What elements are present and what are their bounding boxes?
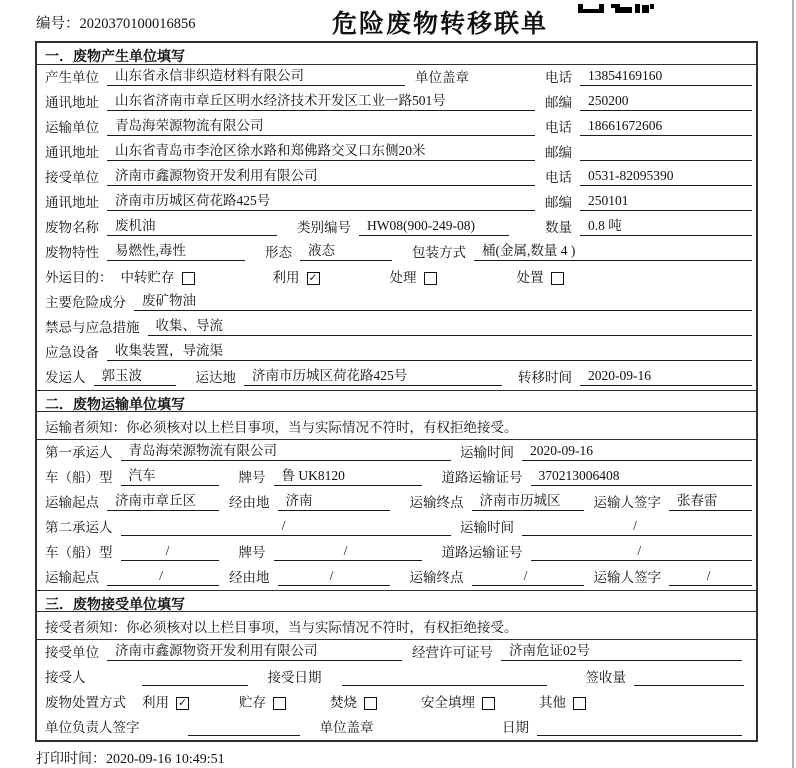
transfer-purpose-label: 外运目的： bbox=[45, 270, 113, 285]
unit-seal-label: 单位盖章 bbox=[415, 70, 469, 85]
transfer-date-value: 2020-09-16 bbox=[580, 368, 752, 386]
option-label: 中转贮存 bbox=[120, 270, 175, 285]
checkbox-icon bbox=[182, 272, 195, 285]
emergency-equipment-label: 应急设备 bbox=[45, 345, 99, 360]
vehicle-type-label: 车（船）型 bbox=[45, 545, 113, 560]
transport-unit-label: 运输单位 bbox=[45, 120, 99, 135]
manifest-form bbox=[35, 41, 758, 742]
disposal-option-store bbox=[239, 695, 286, 711]
accept-date-value bbox=[342, 684, 547, 686]
road-permit-label: 道路运输证号 bbox=[441, 545, 523, 560]
phone-value: 0531-82095390 bbox=[580, 168, 752, 186]
road-permit-label: 道路运输证号 bbox=[441, 470, 523, 485]
address-label: 通讯地址 bbox=[45, 195, 99, 210]
unit-seal-label: 单位盖章 bbox=[319, 720, 374, 735]
accept-person-value bbox=[142, 684, 248, 686]
carrier-signature-value: 张春雷 bbox=[669, 493, 752, 511]
form-state-value: 液态 bbox=[300, 243, 392, 261]
disposal-option-other bbox=[539, 695, 586, 711]
road-permit-value: 370213006408 bbox=[531, 468, 753, 486]
hazard-component-label: 主要危险成分 bbox=[45, 295, 126, 310]
checkbox-icon bbox=[364, 697, 377, 710]
receiver-notice: 接受者须知：你必须核对以上栏目事项，当与实际情况不符时，有权拒绝接受。 bbox=[37, 612, 756, 640]
accept-person-label: 接受人 bbox=[45, 670, 86, 685]
address-value: 济南市历城区荷花路425号 bbox=[107, 193, 535, 211]
license-number-label: 经营许可证号 bbox=[412, 645, 493, 660]
row-vehicle2 bbox=[37, 540, 756, 565]
packaging-label: 包装方式 bbox=[412, 245, 466, 260]
first-carrier-label: 第一承运人 bbox=[45, 445, 113, 460]
receiver-unit-value: 济南市鑫源物资开发利用有限公司 bbox=[107, 168, 535, 186]
checkbox-icon bbox=[482, 697, 495, 710]
accept-unit-value: 济南市鑫源物资开发利用有限公司 bbox=[107, 643, 402, 661]
transport-time-value: / bbox=[522, 518, 752, 536]
purpose-option-dispose bbox=[517, 270, 564, 286]
document-number-value: 2020370100016856 bbox=[79, 16, 196, 32]
zip-value bbox=[580, 159, 752, 161]
origin-label: 运输起点 bbox=[45, 495, 99, 510]
row-route1 bbox=[37, 490, 756, 515]
zip-value: 250101 bbox=[580, 193, 752, 211]
vehicle-type-value: 汽车 bbox=[121, 468, 219, 486]
option-label: 利用 bbox=[142, 695, 169, 710]
origin-value: 济南市章丘区 bbox=[107, 493, 219, 511]
origin-value: / bbox=[107, 568, 219, 586]
checkbox-icon bbox=[573, 697, 586, 710]
disposal-method-label: 废物处置方式 bbox=[45, 695, 126, 710]
purpose-option-utilize bbox=[273, 270, 320, 286]
destination-label: 运达地 bbox=[195, 370, 236, 385]
plate-number-label: 牌号 bbox=[238, 545, 266, 560]
row-first-carrier bbox=[37, 440, 756, 465]
zip-label: 邮编 bbox=[545, 145, 572, 160]
qr-code-fragment-icon bbox=[578, 0, 654, 18]
waste-property-value: 易燃性,毒性 bbox=[107, 243, 245, 261]
page-title: 危险废物转移联单 bbox=[332, 11, 549, 38]
row-route2 bbox=[37, 565, 756, 590]
producer-unit-value: 山东省永信非织造材料有限公司 bbox=[107, 68, 405, 86]
accept-unit-label: 接受单位 bbox=[45, 645, 99, 660]
page-edge-divider bbox=[792, 0, 794, 768]
carrier-signature-label: 运输人签字 bbox=[593, 570, 661, 585]
terminus-value: / bbox=[472, 568, 584, 586]
checkbox-icon bbox=[273, 697, 286, 710]
responsible-signature-value bbox=[188, 734, 300, 736]
disposal-option-utilize bbox=[142, 695, 189, 711]
category-code-label: 类别编号 bbox=[297, 220, 351, 235]
waste-name-value: 废机油 bbox=[107, 218, 277, 236]
first-carrier-value: 青岛海荣源物流有限公司 bbox=[121, 443, 451, 461]
purpose-option-storage bbox=[121, 270, 195, 286]
receiver-unit-label: 接受单位 bbox=[45, 170, 99, 185]
packaging-value: 桶(金属,数量 4 ) bbox=[474, 243, 752, 261]
signed-quantity-value bbox=[634, 684, 744, 686]
hazard-component-value: 废矿物油 bbox=[134, 293, 752, 311]
row-accept-unit bbox=[37, 640, 756, 665]
option-label: 处理 bbox=[389, 270, 417, 285]
origin-label: 运输起点 bbox=[45, 570, 99, 585]
phone-label: 电话 bbox=[545, 120, 572, 135]
emergency-equipment-value: 收集装置，导流渠 bbox=[107, 343, 752, 361]
row-disposal-method bbox=[37, 690, 756, 715]
checkbox-checked-icon: ✓ bbox=[176, 697, 189, 710]
sender-label: 发运人 bbox=[45, 370, 86, 385]
carrier-signature-label: 运输人签字 bbox=[593, 495, 661, 510]
row-sender bbox=[37, 365, 756, 390]
row-hazard-component bbox=[37, 290, 756, 315]
row-vehicle1 bbox=[37, 465, 756, 490]
transport-time-label: 运输时间 bbox=[460, 445, 514, 460]
phone-label: 电话 bbox=[545, 170, 572, 185]
address-label: 通讯地址 bbox=[45, 95, 99, 110]
option-label: 利用 bbox=[272, 270, 300, 285]
row-emergency-equipment bbox=[37, 340, 756, 365]
via-label: 经由地 bbox=[229, 570, 270, 585]
plate-number-label: 牌号 bbox=[238, 470, 266, 485]
transport-time-value: 2020-09-16 bbox=[522, 443, 752, 461]
second-carrier-value: / bbox=[121, 518, 451, 536]
row-transfer-purpose bbox=[37, 265, 756, 290]
section3-title: 三．废物接受单位填写 bbox=[37, 590, 756, 612]
row-waste-property bbox=[37, 240, 756, 265]
checkbox-checked-icon: ✓ bbox=[307, 272, 320, 285]
address-value: 山东省青岛市李沧区徐水路和郑佛路交叉口东侧20米 bbox=[107, 143, 535, 161]
row-receiver-unit bbox=[37, 165, 756, 190]
taboo-measures-value: 收集、导流 bbox=[148, 318, 753, 336]
zip-value: 250200 bbox=[580, 93, 752, 111]
print-time-label: 打印时间： bbox=[36, 752, 106, 767]
phone-value: 13854169160 bbox=[580, 68, 752, 86]
row-transport-address bbox=[37, 140, 756, 165]
row-responsible-signature bbox=[37, 715, 756, 740]
via-label: 经由地 bbox=[229, 495, 270, 510]
via-value: 济南 bbox=[278, 493, 390, 511]
print-time-value: 2020-09-16 10:49:51 bbox=[106, 752, 225, 767]
waste-property-label: 废物特性 bbox=[45, 245, 99, 260]
purpose-option-treat bbox=[390, 270, 437, 286]
waste-name-label: 废物名称 bbox=[45, 220, 99, 235]
document-number bbox=[36, 12, 196, 33]
option-label: 焚烧 bbox=[330, 695, 357, 710]
address-value: 山东省济南市章丘区明水经济技术开发区工业一路501号 bbox=[107, 93, 535, 111]
section1-title: 一．废物产生单位填写 bbox=[37, 43, 756, 65]
row-second-carrier bbox=[37, 515, 756, 540]
disposal-option-landfill bbox=[421, 695, 495, 711]
producer-unit-label: 产生单位 bbox=[45, 70, 99, 85]
zip-label: 邮编 bbox=[545, 95, 572, 110]
option-label: 贮存 bbox=[239, 695, 266, 710]
plate-number-value: / bbox=[274, 543, 422, 561]
date-value bbox=[537, 734, 742, 736]
disposal-option-incinerate bbox=[330, 695, 377, 711]
transporter-notice: 运输者须知：你必须核对以上栏目事项，当与实际情况不符时，有权拒绝接受。 bbox=[37, 412, 756, 440]
terminus-value: 济南市历城区 bbox=[472, 493, 584, 511]
row-waste-name bbox=[37, 215, 756, 240]
via-value: / bbox=[278, 568, 390, 586]
phone-value: 18661672606 bbox=[580, 118, 752, 136]
checkbox-icon bbox=[551, 272, 564, 285]
row-receiver-address bbox=[37, 190, 756, 215]
carrier-signature-value: / bbox=[669, 568, 752, 586]
sender-value: 郭玉波 bbox=[94, 368, 176, 386]
row-producer-unit bbox=[37, 65, 756, 90]
row-producer-address bbox=[37, 90, 756, 115]
address-label: 通讯地址 bbox=[45, 145, 99, 160]
taboo-measures-label: 禁忌与应急措施 bbox=[45, 320, 140, 335]
signed-quantity-label: 签收量 bbox=[585, 670, 626, 685]
row-taboo-measures bbox=[37, 315, 756, 340]
checkbox-icon bbox=[424, 272, 437, 285]
responsible-signature-label: 单位负责人签字 bbox=[45, 720, 140, 735]
plate-number-value: 鲁 UK8120 bbox=[274, 468, 422, 486]
form-state-label: 形态 bbox=[265, 245, 292, 260]
road-permit-value: / bbox=[531, 543, 753, 561]
row-transport-unit bbox=[37, 115, 756, 140]
accept-date-label: 接受日期 bbox=[267, 670, 322, 685]
terminus-label: 运输终点 bbox=[409, 495, 464, 510]
transport-time-label: 运输时间 bbox=[460, 520, 514, 535]
phone-label: 电话 bbox=[545, 70, 572, 85]
row-accept-person bbox=[37, 665, 756, 690]
vehicle-type-value: / bbox=[121, 543, 219, 561]
option-label: 安全填埋 bbox=[421, 695, 475, 710]
quantity-label: 数量 bbox=[545, 220, 572, 235]
vehicle-type-label: 车（船）型 bbox=[45, 470, 113, 485]
terminus-label: 运输终点 bbox=[409, 570, 464, 585]
quantity-value: 0.8 吨 bbox=[580, 218, 752, 236]
print-time bbox=[36, 748, 225, 768]
license-number-value: 济南危证02号 bbox=[501, 643, 742, 661]
option-label: 处置 bbox=[516, 270, 544, 285]
document-number-label: 编号： bbox=[36, 16, 80, 32]
transport-unit-value: 青岛海荣源物流有限公司 bbox=[107, 118, 535, 136]
transfer-date-label: 转移时间 bbox=[518, 370, 572, 385]
destination-value: 济南市历城区荷花路425号 bbox=[244, 368, 502, 386]
date-label: 日期 bbox=[502, 720, 529, 735]
section2-title: 二．废物运输单位填写 bbox=[37, 390, 756, 412]
zip-label: 邮编 bbox=[545, 195, 572, 210]
second-carrier-label: 第二承运人 bbox=[45, 520, 113, 535]
option-label: 其他 bbox=[539, 695, 566, 710]
category-code-value: HW08(900-249-08) bbox=[359, 218, 509, 236]
